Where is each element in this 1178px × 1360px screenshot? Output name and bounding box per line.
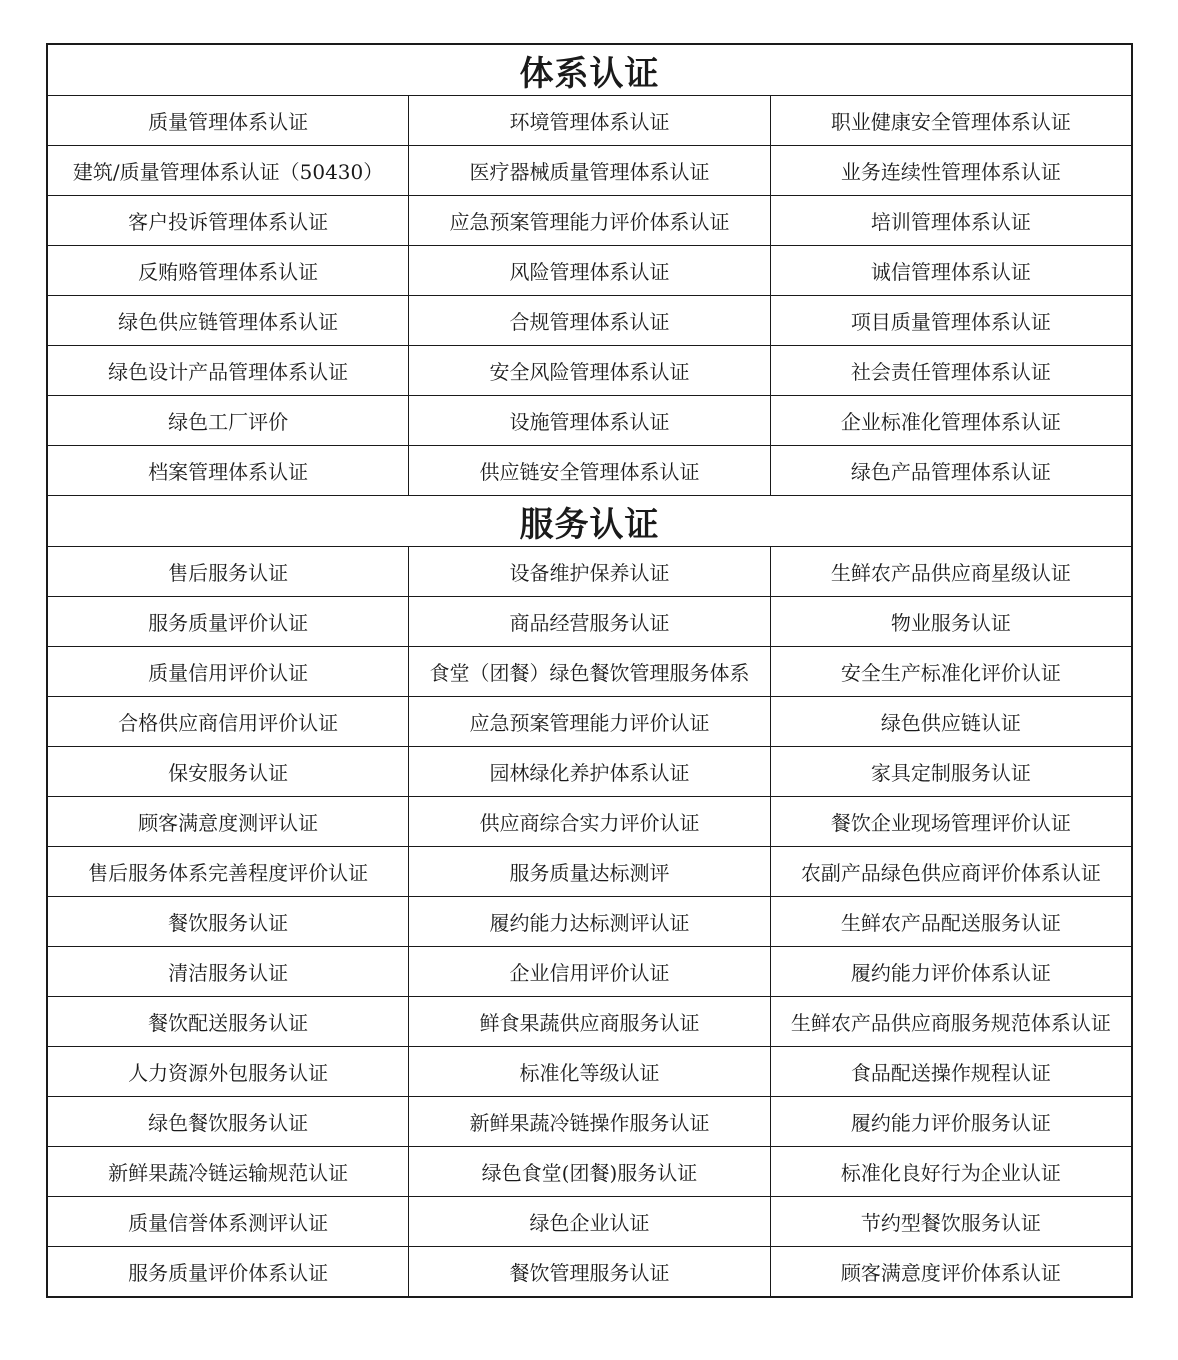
table-row bbox=[47, 246, 1132, 296]
certification-cell: 培训管理体系认证 bbox=[770, 196, 1132, 246]
certification-cell: 企业标准化管理体系认证 bbox=[770, 396, 1132, 446]
certification-cell: 餐饮管理服务认证 bbox=[409, 1247, 771, 1298]
certification-cell: 餐饮企业现场管理评价认证 bbox=[770, 797, 1132, 847]
table-row bbox=[47, 96, 1132, 146]
table-row bbox=[47, 196, 1132, 246]
certification-cell: 设备维护保养认证 bbox=[409, 547, 771, 597]
certification-cell: 园林绿化养护体系认证 bbox=[409, 747, 771, 797]
certification-cell: 履约能力达标测评认证 bbox=[409, 897, 771, 947]
certification-cell: 物业服务认证 bbox=[770, 597, 1132, 647]
table-row bbox=[47, 647, 1132, 697]
certification-cell: 农副产品绿色供应商评价体系认证 bbox=[770, 847, 1132, 897]
table-row bbox=[47, 797, 1132, 847]
certification-table bbox=[46, 43, 1133, 1298]
table-row bbox=[47, 897, 1132, 947]
table-row bbox=[47, 1097, 1132, 1147]
certification-cell: 客户投诉管理体系认证 bbox=[47, 196, 409, 246]
table-row bbox=[47, 1047, 1132, 1097]
table-row bbox=[47, 547, 1132, 597]
certification-cell: 新鲜果蔬冷链操作服务认证 bbox=[409, 1097, 771, 1147]
section-title: 服务认证 bbox=[47, 496, 1132, 547]
certification-cell: 人力资源外包服务认证 bbox=[47, 1047, 409, 1097]
certification-cell: 鲜食果蔬供应商服务认证 bbox=[409, 997, 771, 1047]
certification-cell: 安全风险管理体系认证 bbox=[409, 346, 771, 396]
certification-cell: 合规管理体系认证 bbox=[409, 296, 771, 346]
certification-cell: 生鲜农产品供应商服务规范体系认证 bbox=[770, 997, 1132, 1047]
certification-cell: 节约型餐饮服务认证 bbox=[770, 1197, 1132, 1247]
certification-cell: 生鲜农产品供应商星级认证 bbox=[770, 547, 1132, 597]
certification-cell: 食品配送操作规程认证 bbox=[770, 1047, 1132, 1097]
certification-cell: 企业信用评价认证 bbox=[409, 947, 771, 997]
table-row bbox=[47, 396, 1132, 446]
certification-table-body bbox=[47, 44, 1132, 1297]
table-row bbox=[47, 697, 1132, 747]
section-header-row bbox=[47, 496, 1132, 547]
table-row bbox=[47, 346, 1132, 396]
certification-cell: 食堂（团餐）绿色餐饮管理服务体系 bbox=[409, 647, 771, 697]
certification-cell: 商品经营服务认证 bbox=[409, 597, 771, 647]
certification-cell: 绿色企业认证 bbox=[409, 1197, 771, 1247]
certification-cell: 应急预案管理能力评价认证 bbox=[409, 697, 771, 747]
certification-cell: 服务质量评价认证 bbox=[47, 597, 409, 647]
certification-cell: 档案管理体系认证 bbox=[47, 446, 409, 496]
table-row bbox=[47, 847, 1132, 897]
table-row bbox=[47, 296, 1132, 346]
certification-cell: 标准化良好行为企业认证 bbox=[770, 1147, 1132, 1197]
certification-cell: 服务质量评价体系认证 bbox=[47, 1247, 409, 1298]
table-row bbox=[47, 597, 1132, 647]
certification-cell: 质量信誉体系测评认证 bbox=[47, 1197, 409, 1247]
certification-cell: 医疗器械质量管理体系认证 bbox=[409, 146, 771, 196]
certification-cell: 标准化等级认证 bbox=[409, 1047, 771, 1097]
certification-cell: 绿色设计产品管理体系认证 bbox=[47, 346, 409, 396]
certification-cell: 绿色食堂(团餐)服务认证 bbox=[409, 1147, 771, 1197]
certification-cell: 保安服务认证 bbox=[47, 747, 409, 797]
table-row bbox=[47, 1197, 1132, 1247]
certification-cell: 清洁服务认证 bbox=[47, 947, 409, 997]
certification-cell: 设施管理体系认证 bbox=[409, 396, 771, 446]
certification-cell: 顾客满意度评价体系认证 bbox=[770, 1247, 1132, 1298]
certification-cell: 服务质量达标测评 bbox=[409, 847, 771, 897]
certification-cell: 绿色工厂评价 bbox=[47, 396, 409, 446]
table-row bbox=[47, 1247, 1132, 1298]
certification-cell: 绿色供应链认证 bbox=[770, 697, 1132, 747]
certification-cell: 职业健康安全管理体系认证 bbox=[770, 96, 1132, 146]
certification-cell: 供应链安全管理体系认证 bbox=[409, 446, 771, 496]
certification-cell: 餐饮服务认证 bbox=[47, 897, 409, 947]
certification-cell: 售后服务体系完善程度评价认证 bbox=[47, 847, 409, 897]
certification-cell: 诚信管理体系认证 bbox=[770, 246, 1132, 296]
certification-cell: 顾客满意度测评认证 bbox=[47, 797, 409, 847]
certification-cell: 环境管理体系认证 bbox=[409, 96, 771, 146]
certification-cell: 履约能力评价服务认证 bbox=[770, 1097, 1132, 1147]
table-row bbox=[47, 446, 1132, 496]
certification-cell: 绿色产品管理体系认证 bbox=[770, 446, 1132, 496]
certification-cell: 项目质量管理体系认证 bbox=[770, 296, 1132, 346]
certification-cell: 家具定制服务认证 bbox=[770, 747, 1132, 797]
certification-cell: 质量信用评价认证 bbox=[47, 647, 409, 697]
certification-cell: 合格供应商信用评价认证 bbox=[47, 697, 409, 747]
certification-cell: 供应商综合实力评价认证 bbox=[409, 797, 771, 847]
certification-cell: 反贿赂管理体系认证 bbox=[47, 246, 409, 296]
certification-cell: 履约能力评价体系认证 bbox=[770, 947, 1132, 997]
certification-cell: 业务连续性管理体系认证 bbox=[770, 146, 1132, 196]
table-row bbox=[47, 747, 1132, 797]
table-row bbox=[47, 146, 1132, 196]
certification-cell: 生鲜农产品配送服务认证 bbox=[770, 897, 1132, 947]
certification-cell: 绿色供应链管理体系认证 bbox=[47, 296, 409, 346]
certification-cell: 社会责任管理体系认证 bbox=[770, 346, 1132, 396]
section-header-row bbox=[47, 44, 1132, 96]
certification-cell: 售后服务认证 bbox=[47, 547, 409, 597]
section-title: 体系认证 bbox=[47, 44, 1132, 96]
table-row bbox=[47, 1147, 1132, 1197]
certification-cell: 餐饮配送服务认证 bbox=[47, 997, 409, 1047]
certification-cell: 绿色餐饮服务认证 bbox=[47, 1097, 409, 1147]
certification-cell: 新鲜果蔬冷链运输规范认证 bbox=[47, 1147, 409, 1197]
table-row bbox=[47, 947, 1132, 997]
certification-cell: 风险管理体系认证 bbox=[409, 246, 771, 296]
certification-cell: 应急预案管理能力评价体系认证 bbox=[409, 196, 771, 246]
certification-cell: 安全生产标准化评价认证 bbox=[770, 647, 1132, 697]
table-row bbox=[47, 997, 1132, 1047]
certification-cell: 建筑/质量管理体系认证（50430） bbox=[47, 146, 409, 196]
certification-cell: 质量管理体系认证 bbox=[47, 96, 409, 146]
